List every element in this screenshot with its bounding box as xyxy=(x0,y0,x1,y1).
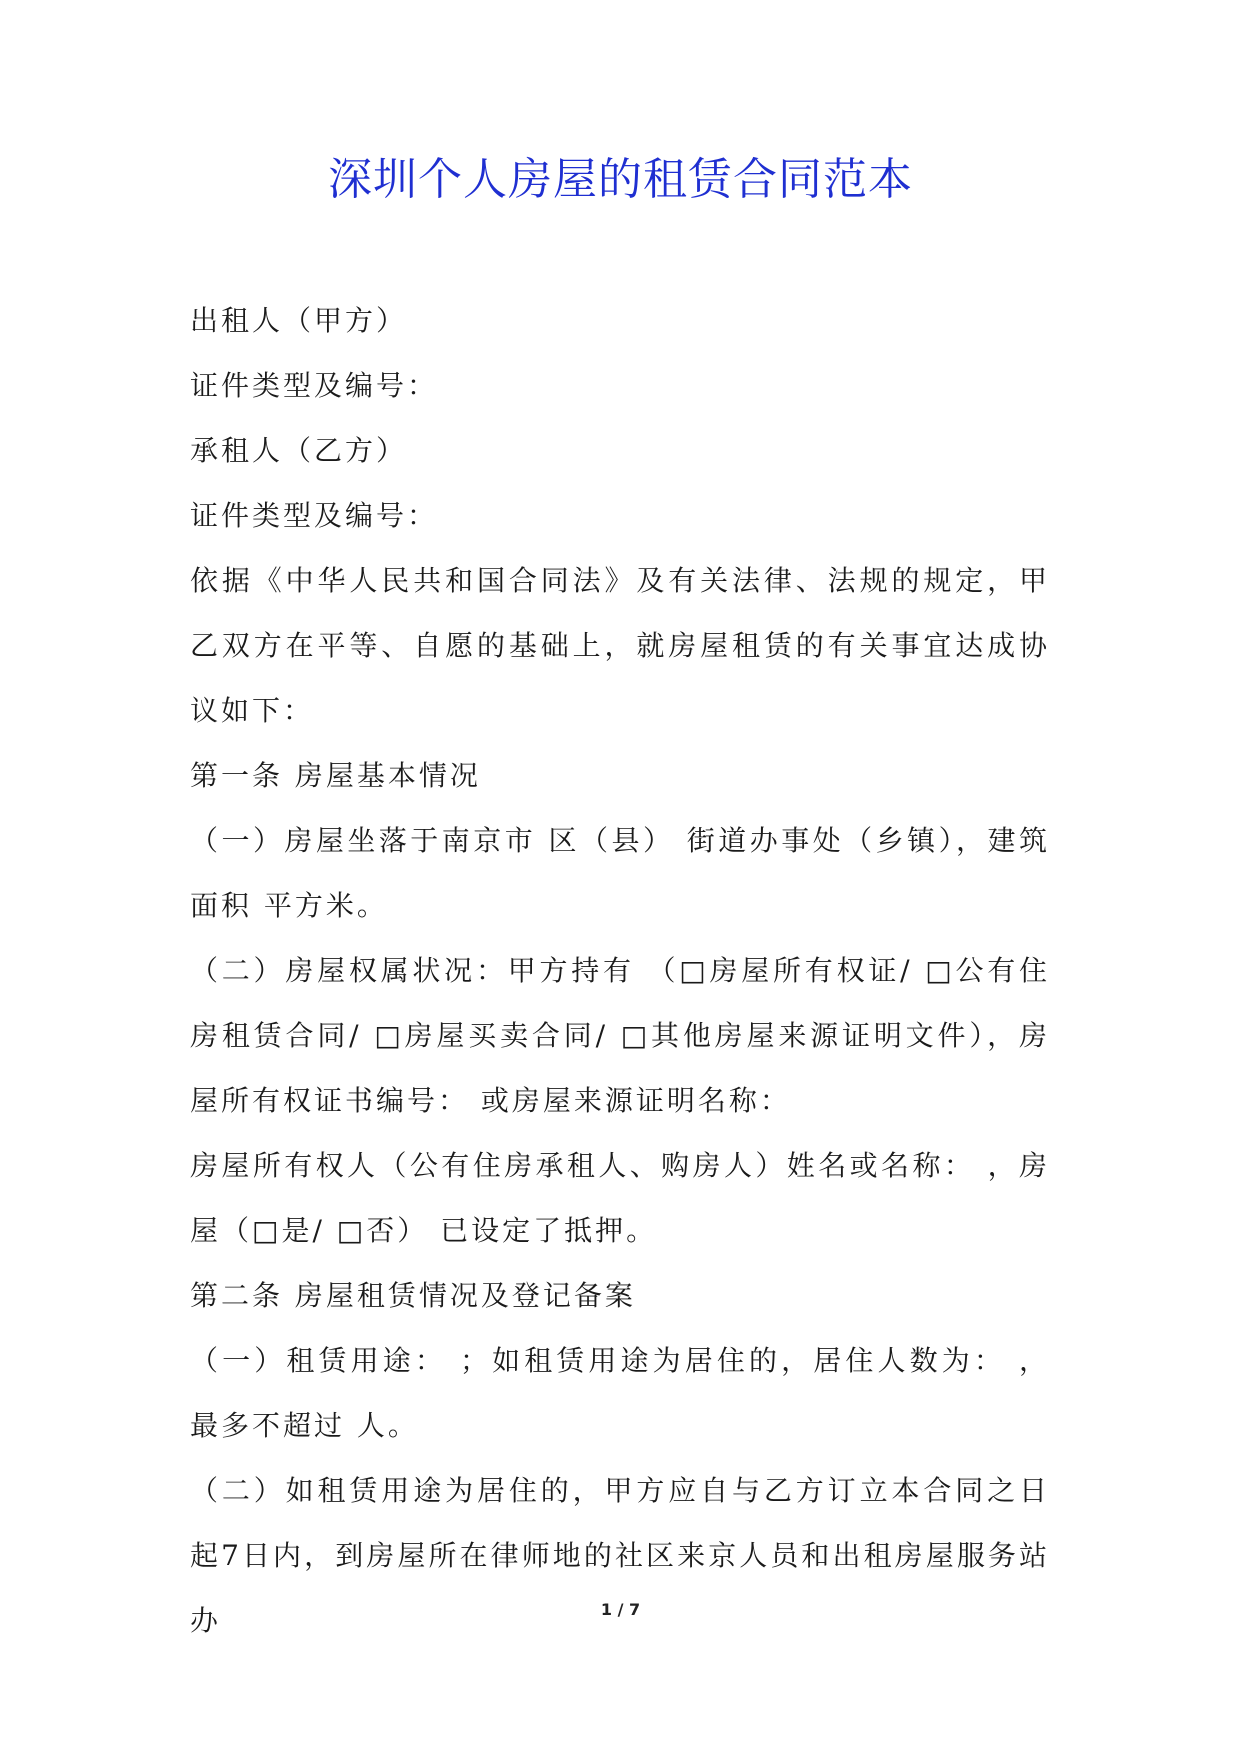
article-2-heading: 第二条 房屋租赁情况及登记备案 xyxy=(190,1279,636,1312)
article-1-clause-2: （二）房屋权属状况：甲方持有 （□房屋所有权证/ □公有住房租赁合同/ □房屋买卖合同/ □其他房屋来源证明文件），房屋所有权证书编号： 或房屋来源证明名称： xyxy=(190,954,1050,1117)
document-title: 深圳个人房屋的租赁合同范本 xyxy=(328,154,913,205)
article-1-clause-1: （一）房屋坐落于南京市 区（县） 街道办事处（乡镇），建筑面积 平方米。 xyxy=(190,824,1050,922)
article-1-owner: 房屋所有权人（公有住房承租人、购房人）姓名或名称： ，房屋（□是/ □否） 已设定了抵押。 xyxy=(190,1149,1050,1247)
paragraph-preamble: 依据《中华人民共和国合同法》及有关法律、法规的规定，甲乙双方在平等、自愿的基础上，就房屋租赁的有关事宜达成协议如下： xyxy=(190,564,1050,727)
document-body xyxy=(190,288,1050,1653)
paragraph-lessee-id: 证件类型及编号： xyxy=(190,499,439,532)
paragraph-lessor: 出租人（甲方） xyxy=(190,304,408,337)
article-1-heading: 第一条 房屋基本情况 xyxy=(190,759,481,792)
article-2-clause-1: （一）租赁用途： ；如租赁用途为居住的，居住人数为： ，最多不超过 人。 xyxy=(190,1344,1050,1442)
paragraph-lessor-id: 证件类型及编号： xyxy=(190,369,439,402)
article-2-clause-2: （二）如租赁用途为居住的，甲方应自与乙方订立本合同之日起7日内，到房屋所在律师地的社区来京人员和出租房屋服务站办 xyxy=(190,1474,1050,1637)
paragraph-lessee: 承租人（乙方） xyxy=(190,434,408,467)
page-number: 1 / 7 xyxy=(600,1600,641,1619)
